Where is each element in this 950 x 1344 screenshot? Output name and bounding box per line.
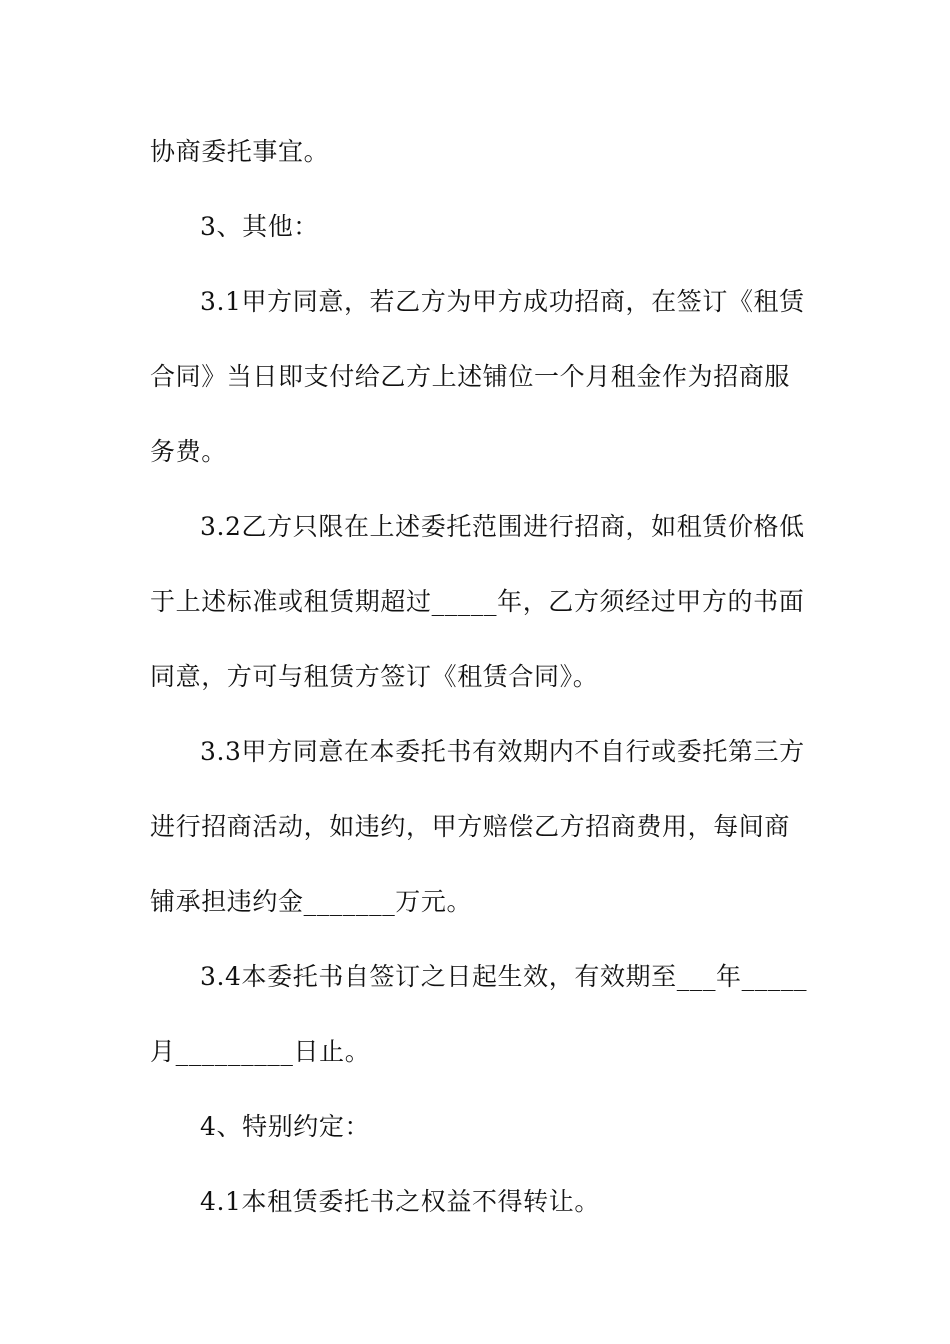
clause-3-2-line: 3.2乙方只限在上述委托范围进行招商，如租赁价格低 [200, 512, 805, 541]
clause-3-2-line: 同意，方可与租赁方签订《租赁合同》。 [150, 662, 599, 691]
clause-3-1-line: 务费。 [150, 437, 227, 466]
clause-3-4-line: 3.4本委托书自签订之日起生效，有效期至___年_____ [200, 962, 808, 991]
clause-3-3-line: 铺承担违约金_______万元。 [150, 887, 473, 916]
clause-3-3-line: 3.3甲方同意在本委托书有效期内不自行或委托第三方 [200, 737, 805, 766]
paragraph-line: 协商委托事宜。 [150, 137, 330, 166]
clause-3-1-line: 合同》当日即支付给乙方上述铺位一个月租金作为招商服 [150, 362, 791, 391]
clause-4-1-line: 4.1本租赁委托书之权益不得转让。 [200, 1187, 600, 1216]
clause-3-4-line: 月_________日止。 [150, 1037, 371, 1066]
section-heading-others: 3、其他： [200, 212, 319, 241]
clause-3-2-line: 于上述标准或租赁期超过_____年，乙方须经过甲方的书面 [150, 587, 805, 616]
section-heading-special-terms: 4、特别约定： [200, 1112, 371, 1141]
clause-3-3-line: 进行招商活动，如违约，甲方赔偿乙方招商费用，每间商 [150, 812, 791, 841]
clause-3-1-line: 3.1甲方同意，若乙方为甲方成功招商，在签订《租赁 [200, 287, 805, 316]
